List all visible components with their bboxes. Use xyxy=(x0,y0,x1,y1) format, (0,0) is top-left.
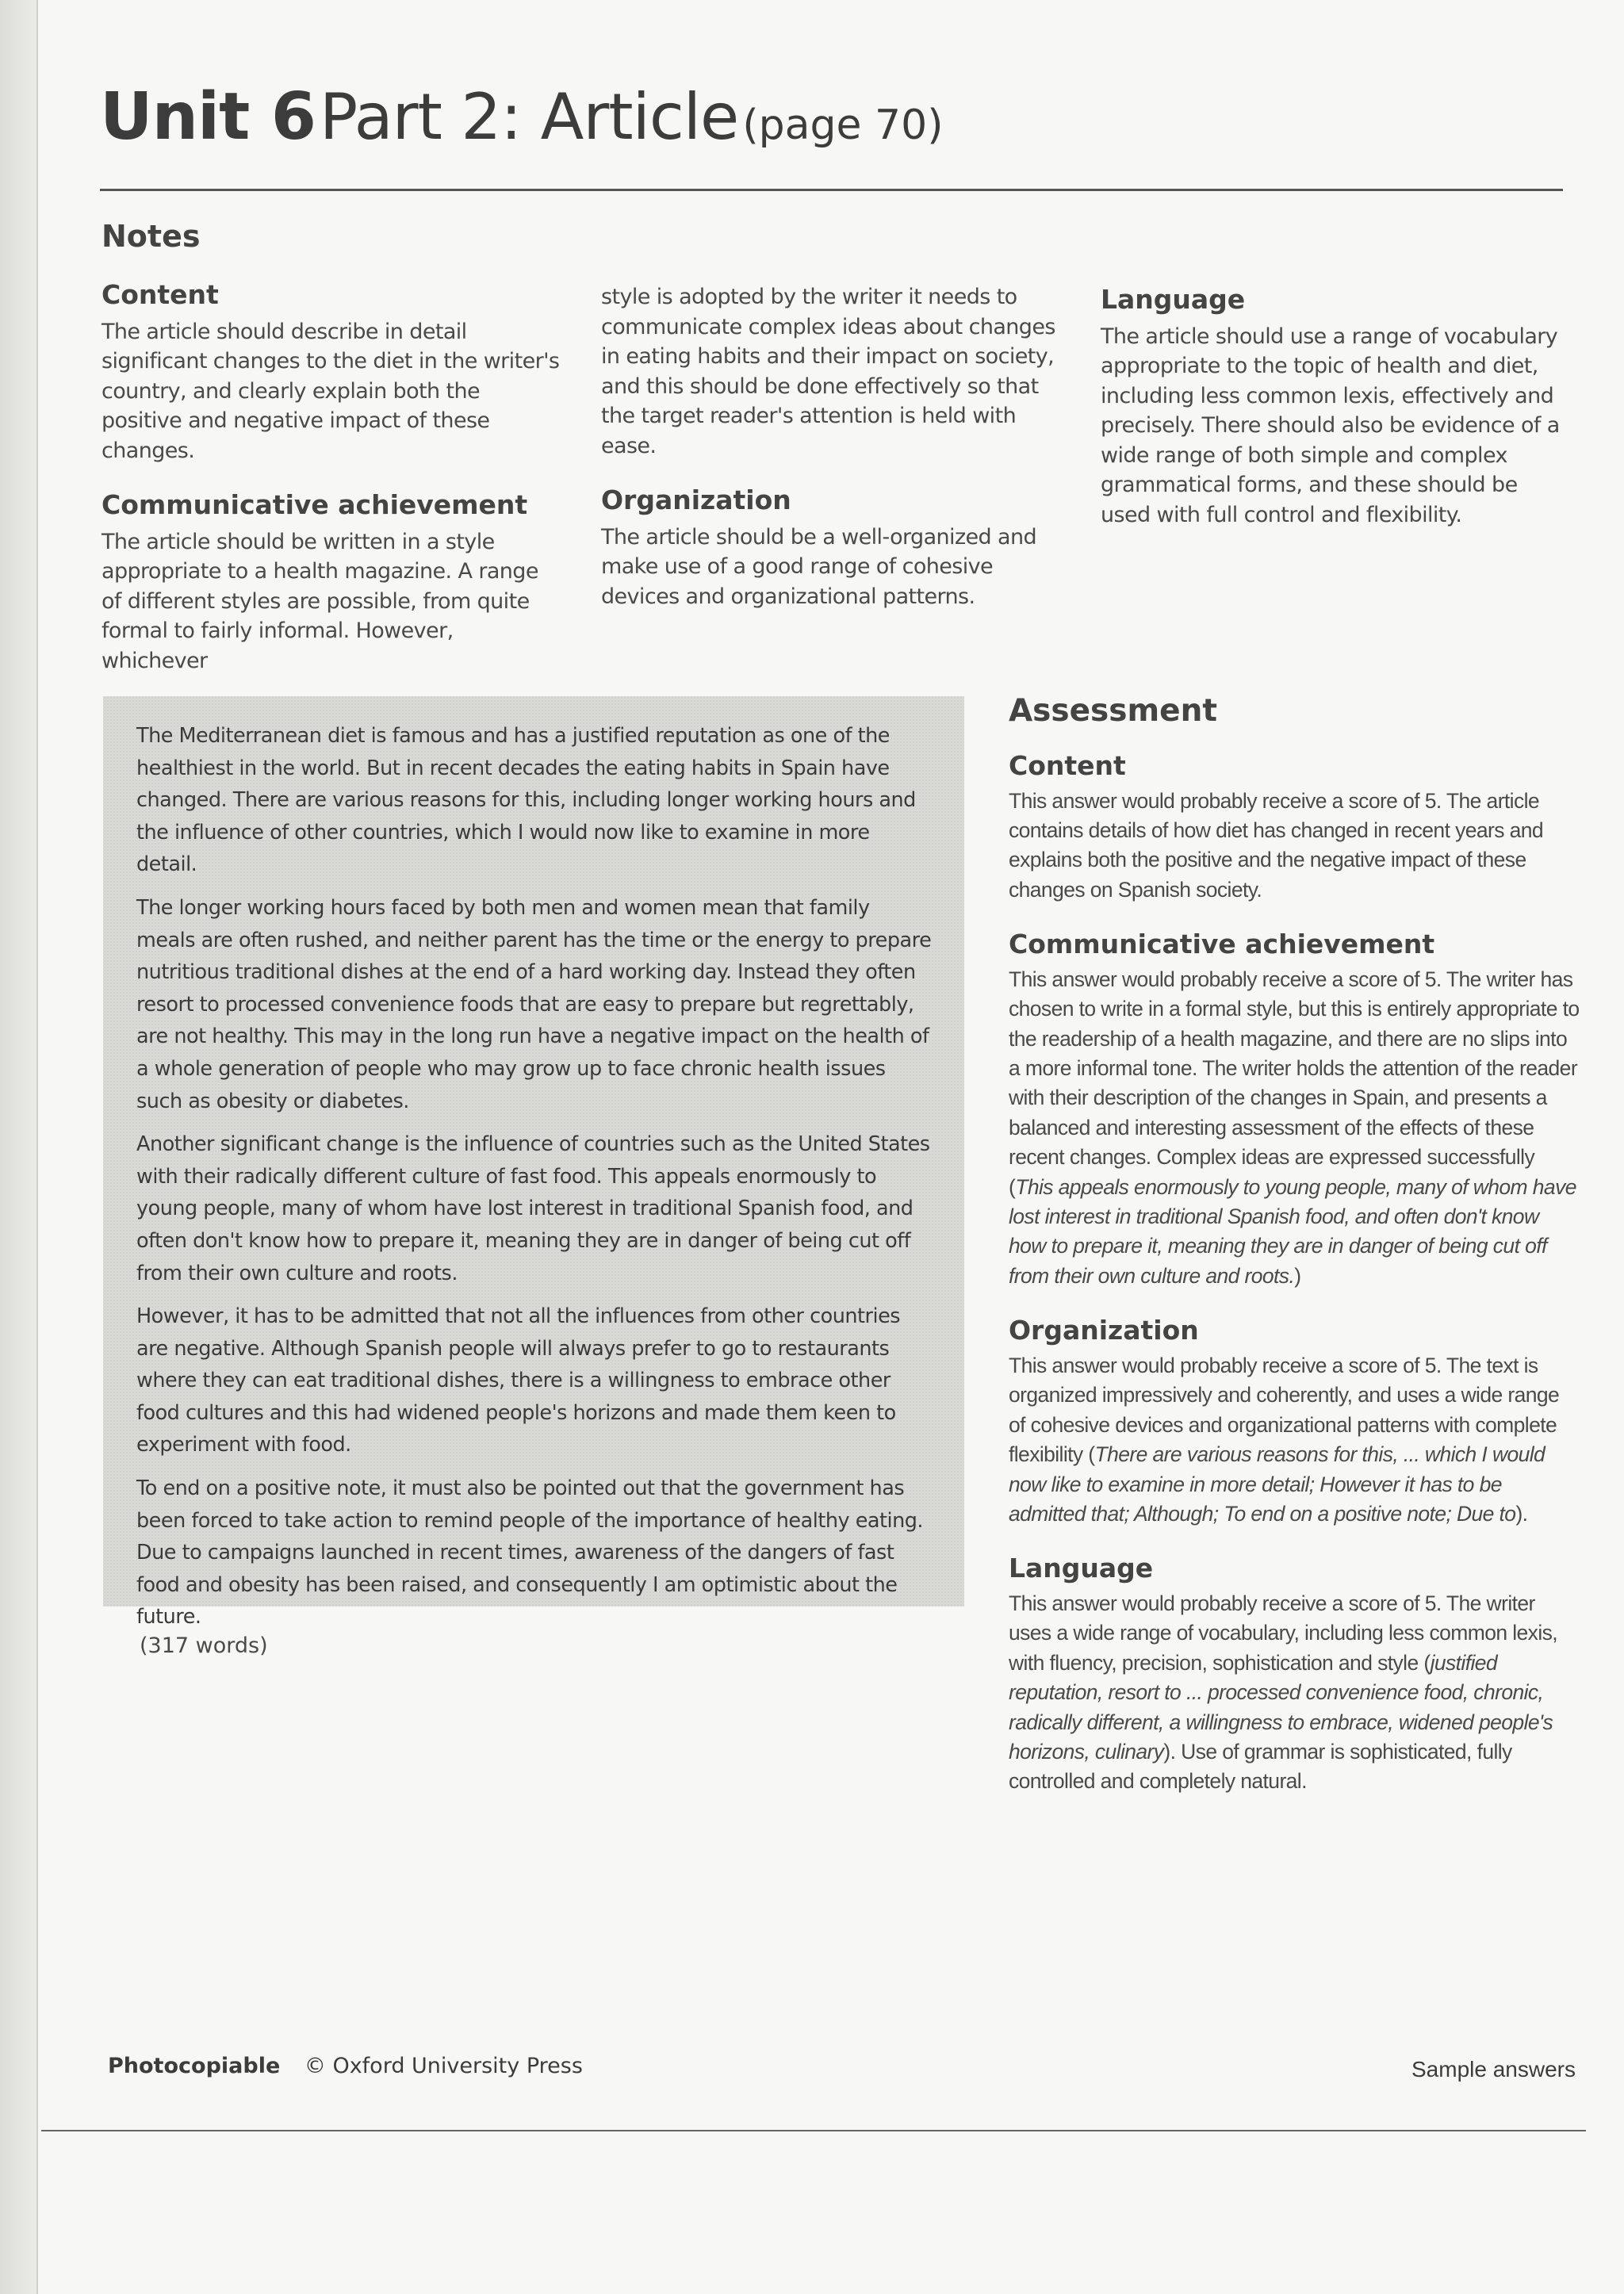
notes-communicative-continued: style is adopted by the writer it needs to communicate complex ideas about changes in eating habits and their impact on society, and this should be done effectively so that the target reader's attention is held with ease. xyxy=(601,285,1055,458)
notes-content-heading: Content xyxy=(102,279,219,310)
footer-section-label: Sample answers xyxy=(1411,2057,1576,2081)
footer-divider xyxy=(41,2130,1586,2131)
notes-column-1 xyxy=(102,279,561,676)
assessment-language-heading: Language xyxy=(1009,1553,1154,1584)
sample-paragraph: The Mediterranean diet is famous and has a justified reputation as one of the healthiest in the world. But in recent decades the eating habits in Spain have changed. There are various reasons for this, including longer working hours and the influence of other countries, which I would now like to examine in more detail. xyxy=(136,724,916,877)
assessment-communicative-close: ) xyxy=(1294,1263,1301,1288)
word-count: (317 words) xyxy=(140,1633,268,1658)
notes-communicative-heading: Communicative achievement xyxy=(102,489,528,521)
assessment-language-text xyxy=(1009,1589,1580,1797)
sample-paragraph: However, it has to be admitted that not all the influences from other countries are negative. Although Spanish people will always prefer to go to restaurants where they can eat traditional dishes, there is a willingness to embrace other food cultures and this had widened people's horizons and made them keen to experiment with food. xyxy=(136,1304,901,1457)
assessment-organization-example: There are various reasons for this, ... which I would now like to examine in more detail; However it has to be admitted that; Although; To end on a positive note; Due to xyxy=(1009,1442,1545,1526)
assessment-content-text: This answer would probably receive a score of 5. The article contains details of how diet has changed in recent years and explains both the positive and the negative impact of these changes on Spanish society. xyxy=(1009,788,1544,902)
sample-paragraph: Another significant change is the influence of countries such as the United States with their radically different culture of fast food. This appeals enormously to young people, many of whom have lost interest in traditional Spanish food, and often don't know how to prepare it, meaning they are in danger of being cut off from their own culture and roots. xyxy=(136,1132,930,1285)
notes-language-text: The article should use a range of vocabulary appropriate to the topic of health and diet, including less common lexis, effectively and precisely. There should also be evidence of a wide range of both simple and complex grammatical forms, and these should be used with full control and flexibility. xyxy=(1101,324,1560,527)
notes-communicative-text: The article should be written in a style appropriate to a health magazine. A range of different styles are possible, from quite formal to fairly informal. However, whichever xyxy=(102,529,538,673)
notes-column-3 xyxy=(1101,284,1562,530)
notes-language-heading: Language xyxy=(1101,284,1246,315)
sample-paragraph: The longer working hours faced by both men and women mean that family meals are often rushed, and neither parent has the time or the energy to prepare nutritious traditional dishes at the end of a hard working day. Instead they often resort to processed convenience foods that are easy to prepare but regrettably, are not healthy. This may in the long run have a negative impact on the health of a whole generation of people who may grow up to face chronic health issues such as obesity or diabetes. xyxy=(136,895,932,1113)
copyright-label: © Oxford University Press xyxy=(304,2054,583,2078)
assessment-heading: Assessment xyxy=(1009,693,1217,729)
footer-left xyxy=(108,2054,583,2078)
title-divider xyxy=(100,189,1563,191)
page-edge-shadow xyxy=(0,0,36,2294)
notes-column-2 xyxy=(601,282,1058,611)
notes-content-text: The article should describe in detail significant changes to the diet in the writer's country, and clearly explain both the positive and negative impact of these changes. xyxy=(102,319,560,463)
assessment-organization-text xyxy=(1009,1351,1580,1529)
assessment-column xyxy=(1009,750,1580,1821)
assessment-communicative-main: This answer would probably receive a score of 5. The writer has chosen to write in a formal style, but this is entirely appropriate to the readership of a health magazine, and there are no slips into a more informal tone. The writer holds the attention of the reader with their description of the changes in Spain, and presents a balanced and interesting assessment of the effects of these recent changes. Complex ideas are expressed successfully ( xyxy=(1009,967,1580,1199)
notes-heading: Notes xyxy=(102,219,201,254)
title-part: Part 2: Article xyxy=(319,80,739,154)
assessment-content-heading: Content xyxy=(1009,750,1126,781)
assessment-language-main: This answer would probably receive a score of 5. The writer uses a wide range of vocabulary, including less common lexis, with fluency, precision, sophistication and style ( xyxy=(1009,1591,1558,1675)
assessment-communicative-text xyxy=(1009,965,1580,1291)
assessment-communicative-example: This appeals enormously to young people, many of whom have lost interest in traditional Spanish food, and often don't know how to prepare it, meaning they are in danger of being cut off from their own culture and roots. xyxy=(1009,1174,1576,1288)
notes-organization-text: The article should be a well-organized and make use of a good range of cohesive devices and organizational patterns. xyxy=(601,524,1037,609)
sample-paragraph: To end on a positive note, it must also be pointed out that the government has been forced to take action to remind people of the importance of healthy eating. Due to campaigns launched in recent times, awareness of the dangers of fast food and obesity has been raised, and consequently I am optimistic about the future. xyxy=(136,1476,924,1630)
assessment-communicative-heading: Communicative achievement xyxy=(1009,929,1435,960)
assessment-organization-close: ). xyxy=(1515,1501,1528,1526)
sample-answer-box xyxy=(103,696,964,1630)
assessment-organization-heading: Organization xyxy=(1009,1315,1199,1346)
assessment-language-example: justified reputation, resort to ... processed convenience food, chronic, radically different, a willingness to embrace, widened people's horizons, culinary xyxy=(1009,1650,1553,1764)
assessment-language-close: ). Use of grammar is sophisticated, fully controlled and completely natural. xyxy=(1009,1739,1512,1794)
page-title xyxy=(100,79,944,155)
photocopiable-label: Photocopiable xyxy=(108,2054,281,2078)
title-page-ref: (page 70) xyxy=(742,101,944,149)
title-unit: Unit 6 xyxy=(100,79,316,155)
assessment-organization-main: This answer would probably receive a score of 5. The text is organized impressively and coherently, and uses a wide range of cohesive devices and organizational patterns with complete flexibility ( xyxy=(1009,1353,1560,1467)
notes-organization-heading: Organization xyxy=(601,484,791,515)
